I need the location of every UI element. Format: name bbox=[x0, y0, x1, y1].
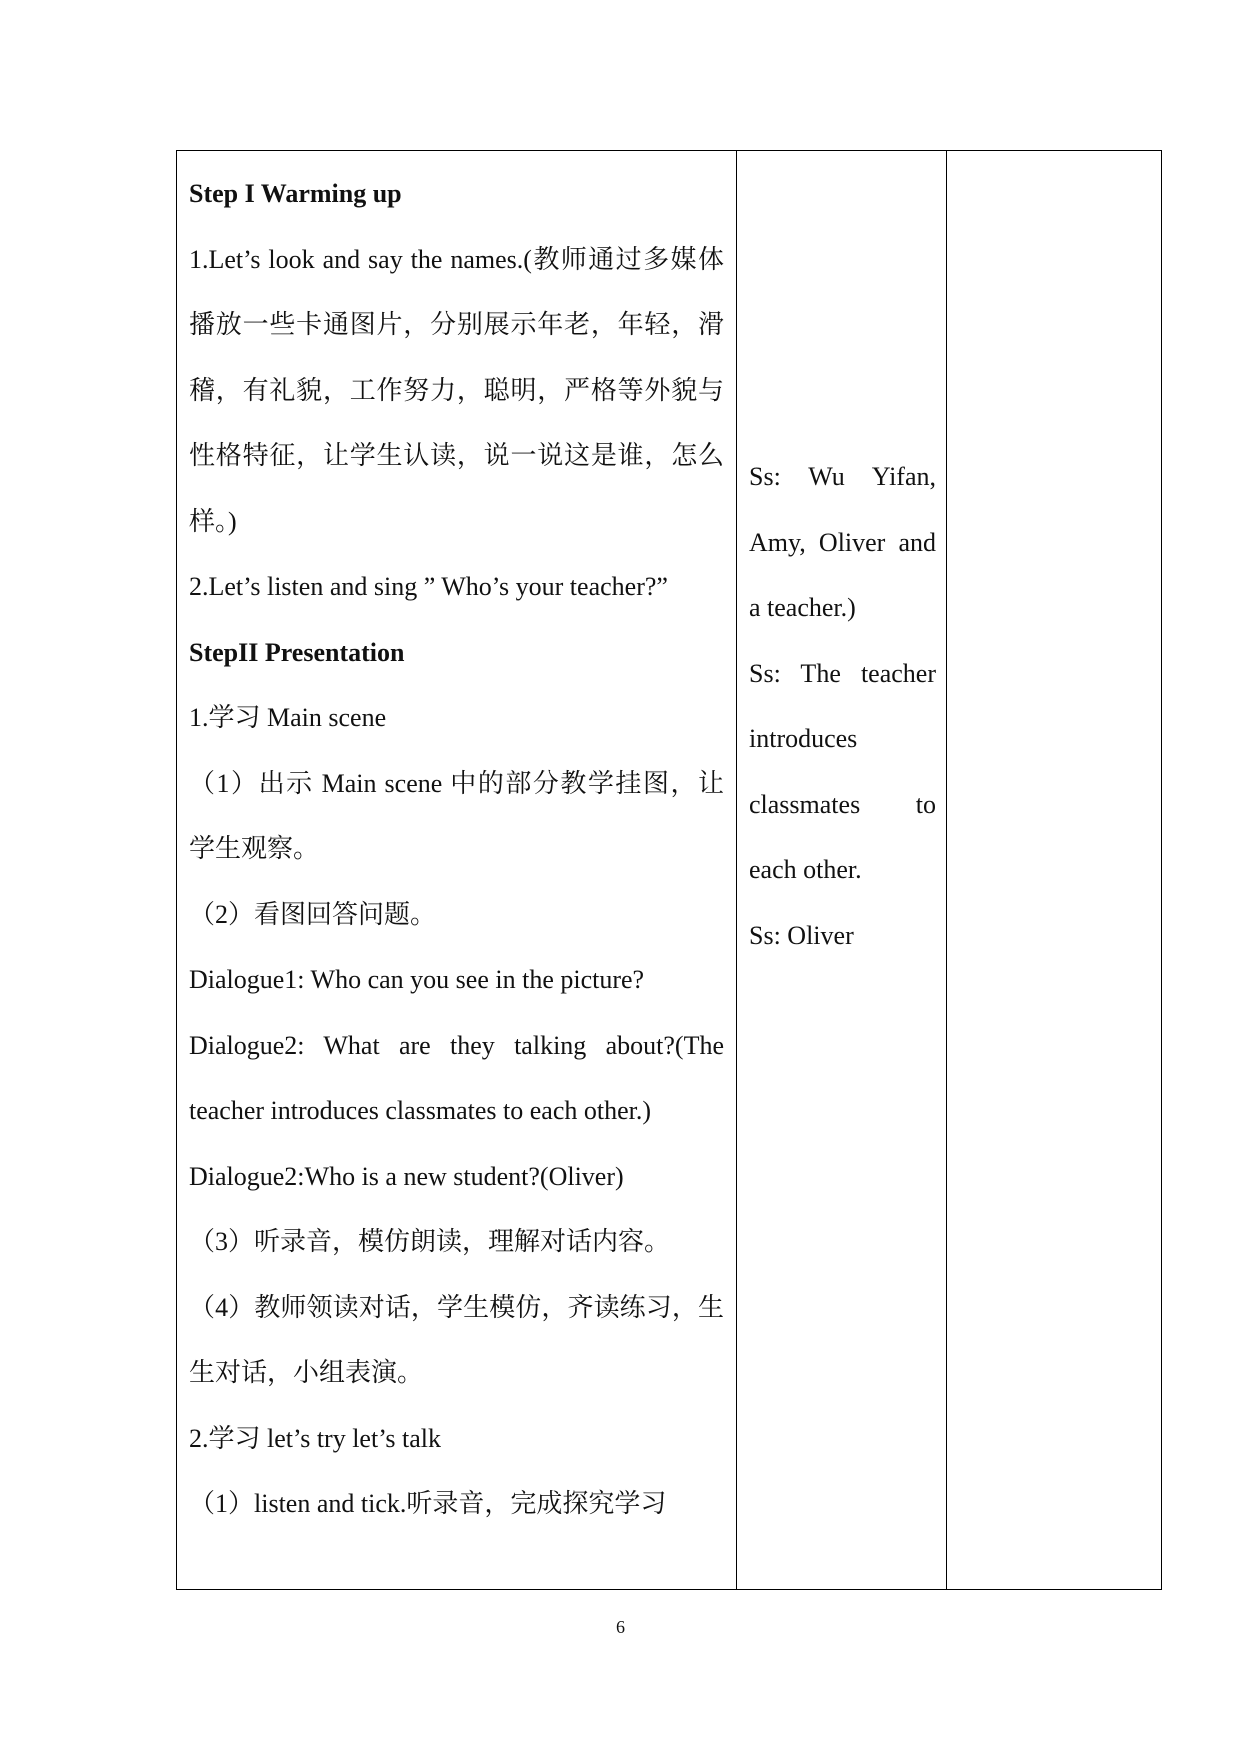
process-paragraph: Dialogue2:Who is a new student?(Oliver) bbox=[189, 1161, 624, 1191]
process-paragraph: （1）listen and tick.听录音，完成探究学习 bbox=[189, 1489, 667, 1518]
process-paragraph: 1.Let’s look and say the names.(教师通过多媒体播放一些卡通图片，分别展示年老，年轻，滑稽，有礼貌，工作努力，聪明，严格等外貌与性格特征，让学生认读，说一说这是谁，怎么样。) bbox=[189, 244, 724, 536]
notes-cell bbox=[947, 151, 1162, 1590]
student-response: Ss: The teacher introduces classmates to each other. bbox=[749, 658, 936, 884]
process-paragraph: （3）听录音，模仿朗读，理解对话内容。 bbox=[189, 1227, 671, 1256]
process-paragraph: （4）教师领读对话，学生模仿，齐读练习，生生对话，小组表演。 bbox=[189, 1292, 724, 1387]
process-paragraph: 1.学习 Main scene bbox=[189, 703, 387, 732]
teaching-process-cell bbox=[177, 151, 737, 1590]
lesson-plan-table bbox=[176, 150, 1162, 1590]
process-paragraph: Dialogue1: Who can you see in the picture? bbox=[189, 965, 645, 994]
page-number: 6 bbox=[616, 1617, 625, 1637]
student-response: Ss: Wu Yifan, Amy, Oliver and a teacher.) bbox=[749, 462, 936, 622]
process-paragraph: （2）看图回答问题。 bbox=[189, 899, 437, 929]
table-row bbox=[177, 151, 1162, 1590]
process-paragraph: Dialogue2: What are they talking about?(The teacher introduces classmates to each other.) bbox=[189, 1030, 724, 1125]
process-paragraph: 2.Let’s listen and sing ” Who’s your teacher?” bbox=[189, 572, 668, 601]
student-activity-cell bbox=[737, 151, 947, 1590]
process-paragraph: 2.学习 let’s try let’s talk bbox=[189, 1423, 442, 1453]
student-response: Ss: Oliver bbox=[749, 920, 854, 950]
process-paragraph: （1）出示 Main scene 中的部分教学挂图，让学生观察。 bbox=[189, 768, 724, 863]
step-heading-warming-up: Step I Warming up bbox=[189, 179, 402, 208]
step-heading-presentation: StepII Presentation bbox=[189, 637, 405, 667]
